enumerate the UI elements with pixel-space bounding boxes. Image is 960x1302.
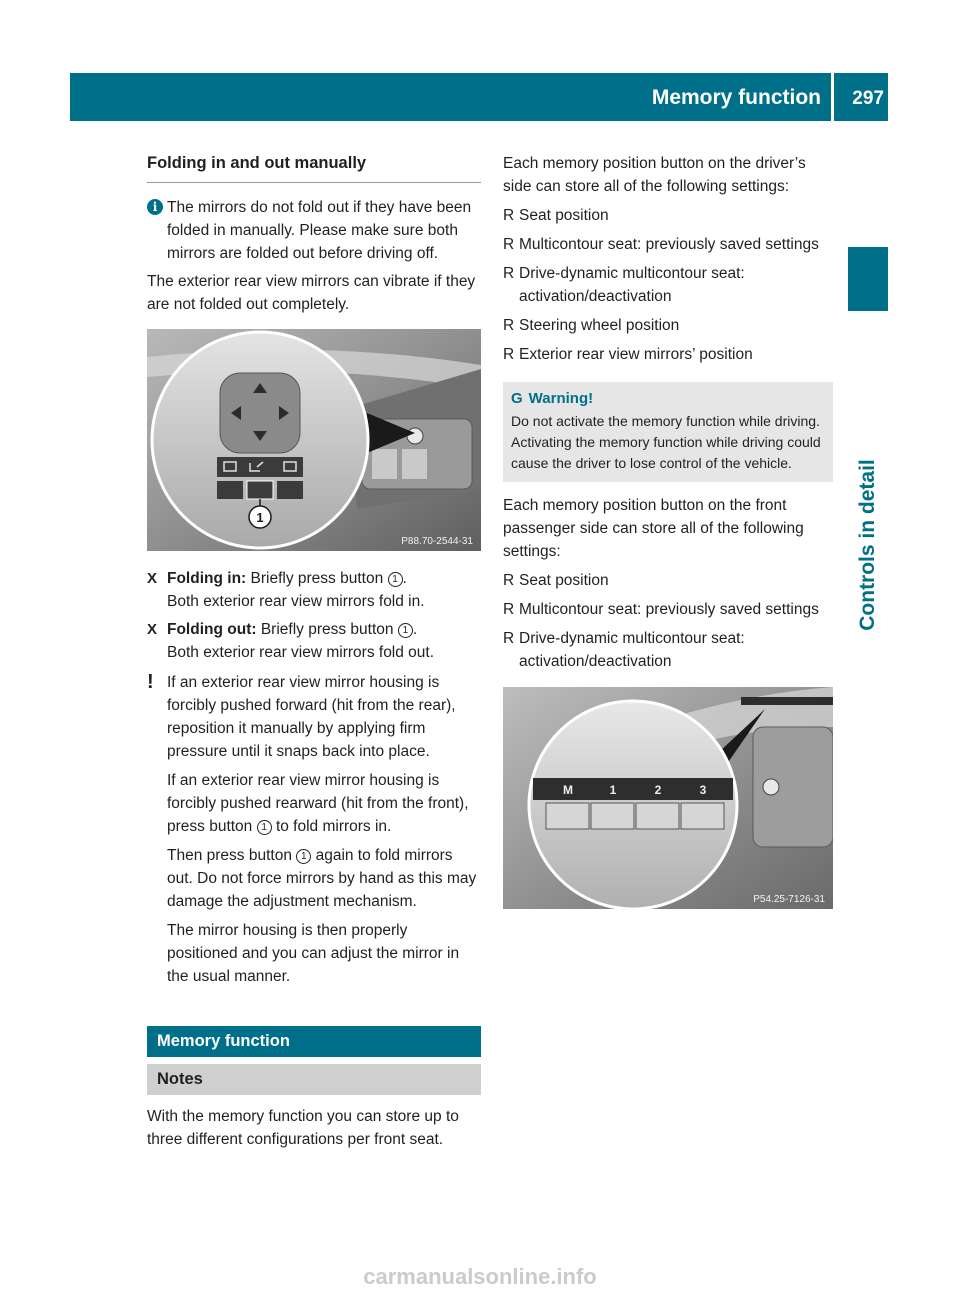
vibrate-paragraph: The exterior rear view mirrors can vibrate if they are not folded out completely. bbox=[147, 273, 476, 313]
step-arrow-icon: X bbox=[147, 570, 158, 587]
bullet-icon: R bbox=[503, 317, 515, 334]
list-item: R Multicontour seat: previously saved settings bbox=[503, 233, 833, 256]
info-icon: i bbox=[147, 199, 163, 215]
warning-title: G Warning! bbox=[511, 390, 594, 407]
side-tab-marker bbox=[848, 247, 888, 311]
driver-intro: Each memory position button on the driver’s side can store all of the following settings: bbox=[503, 155, 806, 195]
notes-heading: Notes bbox=[147, 1064, 481, 1095]
bullet-icon: R bbox=[503, 601, 515, 618]
figure-code: P54.25-7126-31 bbox=[753, 894, 825, 905]
list-item: R Exterior rear view mirrors’ position bbox=[503, 343, 833, 366]
figure-code: P88.70-2544-31 bbox=[401, 536, 473, 547]
list-item: R Multicontour seat: previously saved settings bbox=[503, 598, 833, 621]
list-item: R Steering wheel position bbox=[503, 314, 833, 337]
info-note bbox=[147, 196, 481, 265]
warning-triangle-icon: G bbox=[511, 390, 523, 407]
caution-text-1: If an exterior rear view mirror housing is forcibly pushed forward (hit from the rear), reposition it manually by applying firm pressure until it snaps back into place. bbox=[167, 674, 456, 760]
memory-button-3-label: 3 bbox=[699, 783, 707, 797]
list-item: R Seat position bbox=[503, 204, 833, 227]
memory-button-m-label: M bbox=[563, 783, 573, 797]
step-label: Folding in: bbox=[167, 570, 247, 587]
bullet-icon: R bbox=[503, 236, 515, 253]
warning-text: Do not activate the memory function while driving. Activating the memory function while driving could cause the driver to lose control of the vehicle. bbox=[511, 413, 821, 471]
caution-text-3: Then press button 1 again to fold mirrors out. Do not force mirrors by hand as this may damage the adjustment mechanism. bbox=[167, 847, 477, 910]
button-1-symbol: 1 bbox=[257, 820, 272, 835]
button-1-symbol: 1 bbox=[398, 623, 413, 638]
left-column bbox=[147, 152, 481, 1151]
memory-button-1-label: 1 bbox=[609, 783, 617, 797]
step-result: Both exterior rear view mirrors fold in. bbox=[167, 593, 425, 610]
caution-note bbox=[147, 671, 481, 988]
step-label: Folding out: bbox=[167, 621, 257, 638]
bullet-icon: R bbox=[503, 346, 515, 363]
passenger-intro: Each memory position button on the front passenger side can store all of the following settings: bbox=[503, 497, 804, 560]
bullet-icon: R bbox=[503, 265, 515, 282]
warning-box bbox=[503, 382, 833, 482]
header-title: Memory function bbox=[651, 86, 821, 109]
page-header bbox=[70, 73, 888, 121]
side-chapter-label: Controls in detail bbox=[856, 459, 879, 631]
memory-function-heading: Memory function bbox=[147, 1026, 481, 1057]
bullet-icon: R bbox=[503, 207, 515, 224]
passenger-settings-list bbox=[503, 569, 833, 673]
list-item: R Drive-dynamic multicontour seat: activation/deactivation bbox=[503, 627, 833, 673]
list-item: R Seat position bbox=[503, 569, 833, 592]
step-fold-in: X Folding in: Briefly press button 1 . Both exterior rear view mirrors fold in. bbox=[147, 567, 481, 613]
list-item: R Drive-dynamic multicontour seat: activation/deactivation bbox=[503, 262, 833, 308]
right-column bbox=[503, 152, 833, 909]
step-arrow-icon: X bbox=[147, 621, 158, 638]
info-note-text: The mirrors do not fold out if they have been folded in manually. Please make sure both mirrors are folded out before driving off. bbox=[167, 199, 472, 262]
watermark: carmanualsonline.info bbox=[363, 1264, 597, 1289]
notes-paragraph: With the memory function you can store up to three different configurations per front seat. bbox=[147, 1108, 459, 1148]
exclamation-icon: ! bbox=[147, 671, 154, 693]
caution-text-4: The mirror housing is then properly positioned and you can adjust the mirror in the usual manner. bbox=[167, 922, 460, 985]
step-fold-out: X Folding out: Briefly press button 1 . Both exterior rear view mirrors fold out. bbox=[147, 618, 481, 664]
bullet-icon: R bbox=[503, 630, 515, 647]
memory-button-2-label: 2 bbox=[654, 783, 662, 797]
section-title: Folding in and out manually bbox=[147, 152, 481, 183]
mirror-switch-figure bbox=[147, 329, 481, 551]
button-1-symbol: 1 bbox=[296, 849, 311, 864]
callout-number: 1 bbox=[256, 510, 264, 525]
caution-text-2: If an exterior rear view mirror housing is forcibly pushed rearward (hit from the front), press button 1 to fold mirrors in. bbox=[167, 772, 469, 835]
header-separator bbox=[831, 73, 834, 121]
button-1-symbol: 1 bbox=[388, 572, 403, 587]
page-number: 297 bbox=[852, 88, 884, 109]
driver-settings-list bbox=[503, 204, 833, 366]
bullet-icon: R bbox=[503, 572, 515, 589]
memory-buttons-figure bbox=[503, 687, 833, 909]
step-result: Both exterior rear view mirrors fold out. bbox=[167, 644, 435, 661]
